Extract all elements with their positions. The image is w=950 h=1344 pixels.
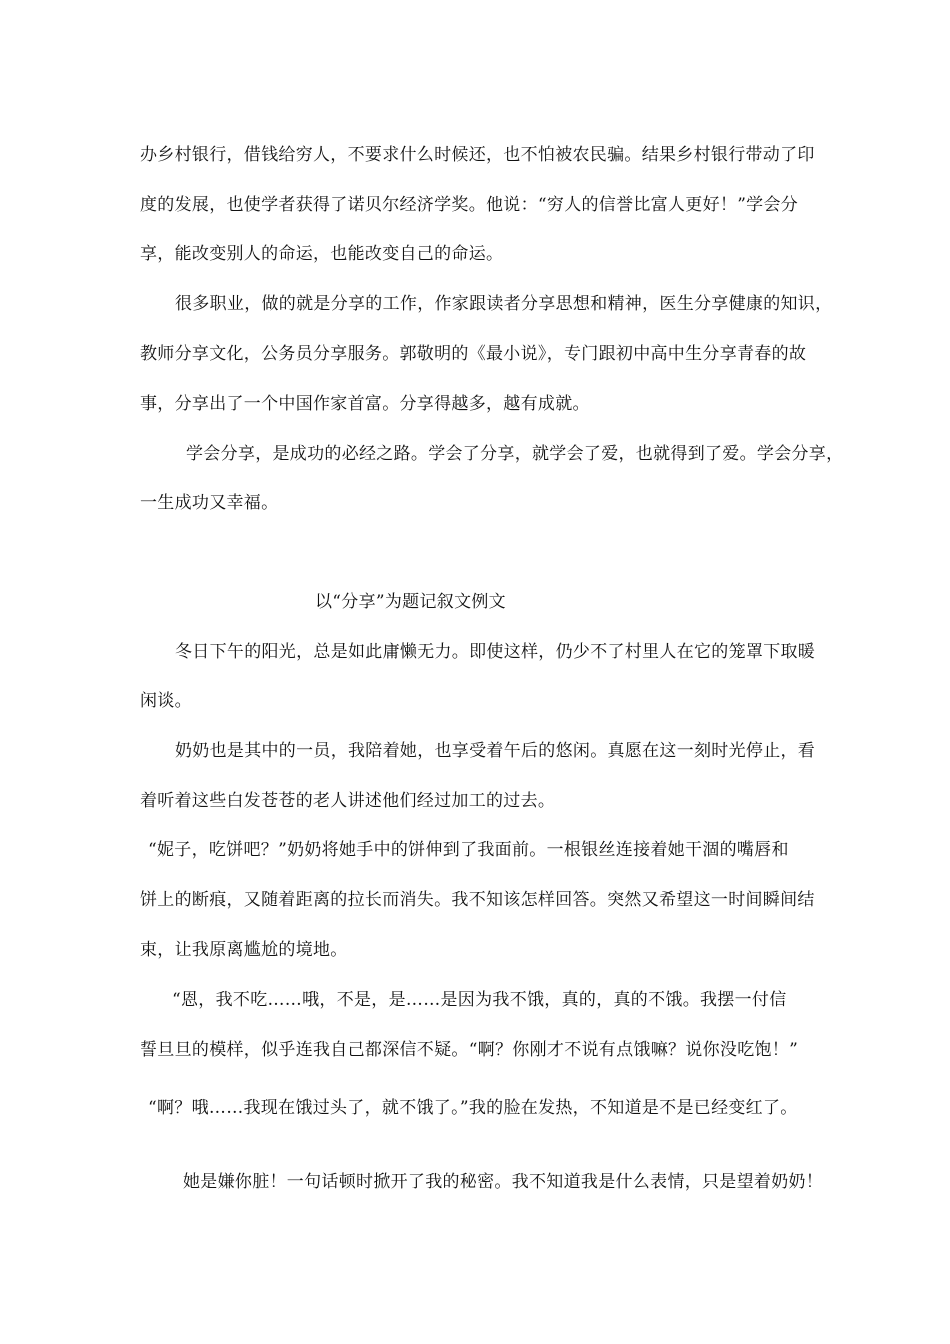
paragraph-line: 饼上的断痕，又随着距离的拉长而消失。我不知该怎样回答。突然又希望这一时间瞬间结 xyxy=(140,890,815,910)
paragraph-line: “妮子，吃饼吧？”奶奶将她手中的饼伸到了我面前。一根银丝连接着她干涸的嘴唇和 xyxy=(148,840,789,860)
paragraph-line: 一生成功又幸福。 xyxy=(140,493,279,513)
paragraph-line: 着听着这些白发苍苍的老人讲述他们经过加工的过去。 xyxy=(140,791,556,811)
paragraph-line: “啊？哦……我现在饿过头了，就不饿了。”我的脸在发热，不知道是不是已经变红了。 xyxy=(148,1098,798,1118)
paragraph-line: 很多职业，做的就是分享的工作，作家跟读者分享思想和精神，医生分享健康的知识， xyxy=(175,294,833,314)
paragraph-line: 束，让我原离尴尬的境地。 xyxy=(140,940,348,960)
paragraph-line: 闲谈。 xyxy=(140,691,192,711)
paragraph-line: 冬日下午的阳光，总是如此庸懒无力。即使这样，仍少不了村里人在它的笼罩下取暖 xyxy=(175,642,816,662)
paragraph-line: 奶奶也是其中的一员，我陪着她，也享受着午后的悠闲。真愿在这一刻时光停止，看 xyxy=(175,741,816,761)
paragraph-line: 度的发展，也使学者获得了诺贝尔经济学奖。他说：“穷人的信誉比富人更好！”学会分 xyxy=(140,195,799,215)
paragraph-line: 办乡村银行，借钱给穷人，不要求什么时候还，也不怕被农民骗。结果乡村银行带动了印 xyxy=(140,145,815,165)
paragraph-line: 学会分享，是成功的必经之路。学会了分享，就学会了爱，也就得到了爱。学会分享， xyxy=(186,444,844,464)
paragraph-line: 事，分享出了一个中国作家首富。分享得越多，越有成就。 xyxy=(140,394,590,414)
paragraph-line: “恩，我不吃……哦，不是，是……是因为我不饿，真的，真的不饿。我摆一付信 xyxy=(172,990,787,1010)
paragraph-line: 享，能改变别人的命运，也能改变自己的命运。 xyxy=(140,244,504,264)
paragraph-line: 教师分享文化，公务员分享服务。郭敬明的《最小说》，专门跟初中高中生分享青春的故 xyxy=(140,344,807,364)
paragraph-line: 誓旦旦的模样，似乎连我自己都深信不疑。“啊？你刚才不说有点饿嘛？说你没吃饱！” xyxy=(140,1040,799,1060)
essay-title: 以“分享”为题记叙文例文 xyxy=(315,592,506,612)
paragraph-line: 她是嫌你脏！一句话顿时掀开了我的秘密。我不知道我是什么表情，只是望着奶奶！ xyxy=(183,1172,824,1192)
